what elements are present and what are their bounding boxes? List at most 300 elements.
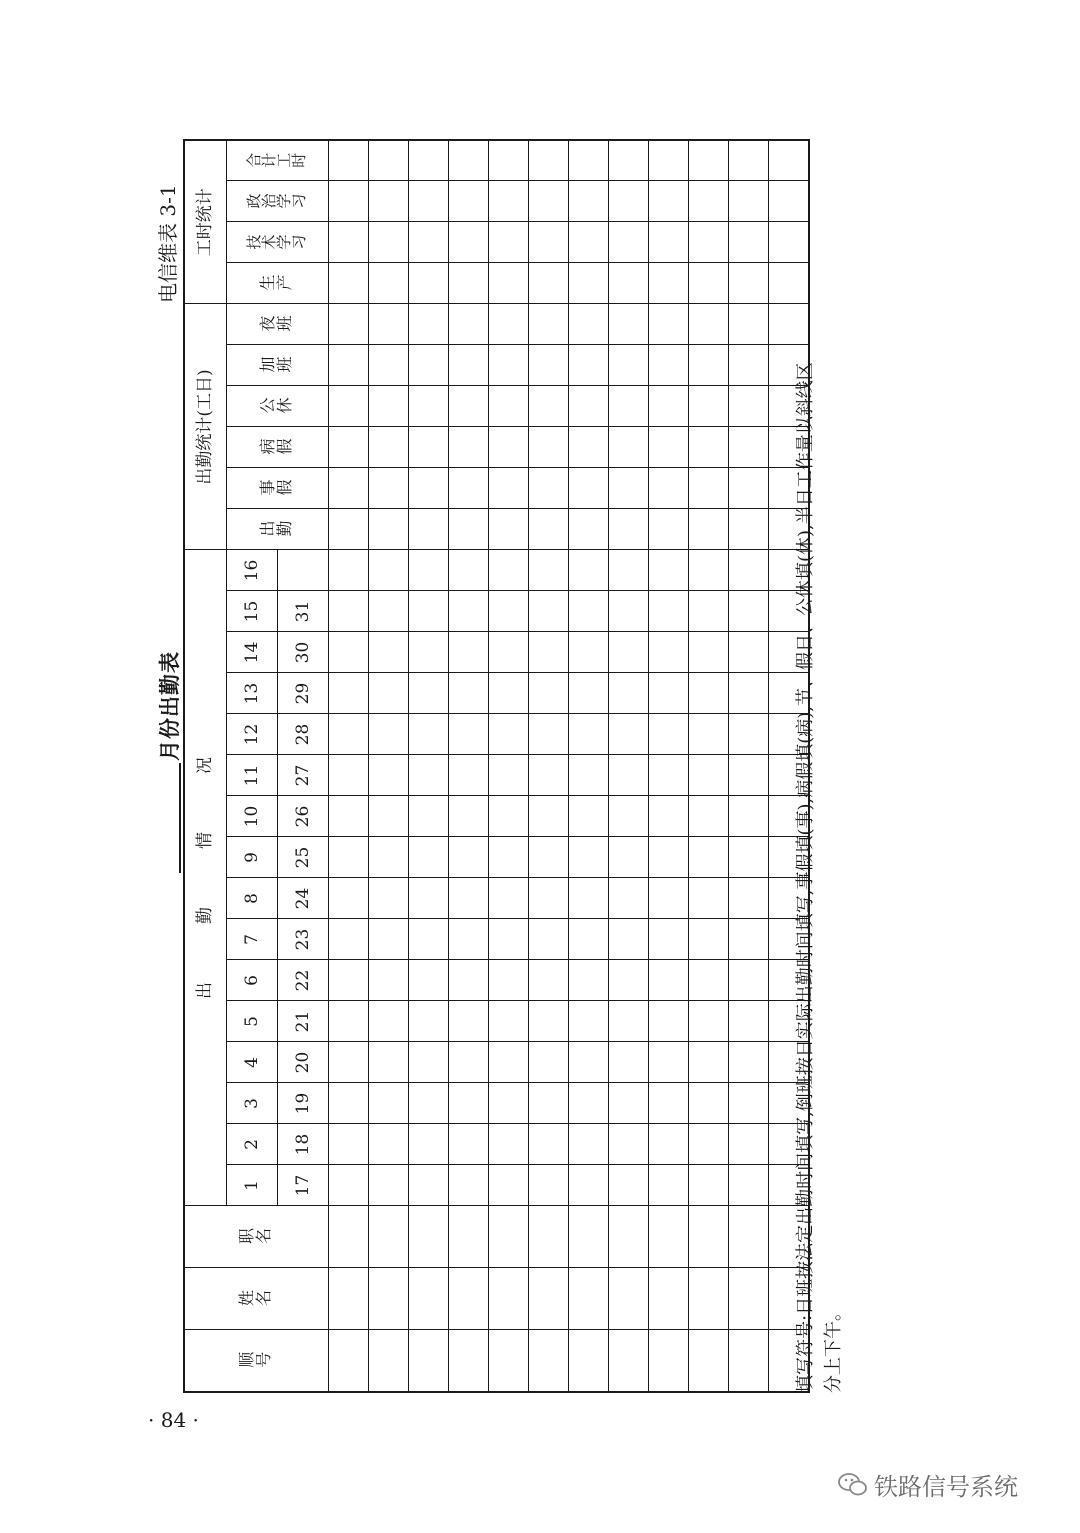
table-cell[interactable] bbox=[729, 1165, 769, 1206]
table-cell[interactable] bbox=[369, 427, 409, 468]
table-cell[interactable] bbox=[329, 140, 369, 181]
table-cell[interactable] bbox=[329, 1083, 369, 1124]
table-cell[interactable] bbox=[729, 673, 769, 714]
table-cell[interactable] bbox=[729, 837, 769, 878]
table-cell[interactable] bbox=[489, 1124, 529, 1165]
table-cell[interactable] bbox=[489, 796, 529, 837]
table-cell[interactable] bbox=[449, 1206, 489, 1268]
table-cell[interactable] bbox=[329, 468, 369, 509]
table-cell[interactable] bbox=[409, 1042, 449, 1083]
table-cell[interactable] bbox=[489, 1206, 529, 1268]
table-cell[interactable] bbox=[329, 222, 369, 263]
table-cell[interactable] bbox=[609, 632, 649, 673]
table-cell[interactable] bbox=[609, 960, 649, 1001]
table-cell[interactable] bbox=[409, 1268, 449, 1330]
table-cell[interactable] bbox=[529, 550, 569, 591]
table-cell[interactable] bbox=[329, 632, 369, 673]
table-cell[interactable] bbox=[329, 1268, 369, 1330]
table-cell[interactable] bbox=[409, 878, 449, 919]
table-cell[interactable] bbox=[369, 1268, 409, 1330]
table-cell[interactable] bbox=[689, 1083, 729, 1124]
table-cell[interactable] bbox=[529, 509, 569, 550]
table-cell[interactable] bbox=[729, 1001, 769, 1042]
table-cell[interactable] bbox=[649, 1268, 689, 1330]
table-cell[interactable] bbox=[569, 1083, 609, 1124]
table-cell[interactable] bbox=[449, 1124, 489, 1165]
table-cell[interactable] bbox=[569, 181, 609, 222]
table-cell[interactable] bbox=[689, 878, 729, 919]
table-cell[interactable] bbox=[489, 222, 529, 263]
table-cell[interactable] bbox=[449, 1268, 489, 1330]
table-cell[interactable] bbox=[729, 1330, 769, 1392]
table-cell[interactable] bbox=[489, 509, 529, 550]
table-cell[interactable] bbox=[369, 632, 409, 673]
table-cell[interactable] bbox=[729, 345, 769, 386]
table-cell[interactable] bbox=[649, 304, 689, 345]
table-cell[interactable] bbox=[689, 427, 729, 468]
table-cell[interactable] bbox=[689, 1206, 729, 1268]
table-cell[interactable] bbox=[529, 878, 569, 919]
table-cell[interactable] bbox=[369, 345, 409, 386]
table-cell[interactable] bbox=[529, 1206, 569, 1268]
table-cell[interactable] bbox=[609, 591, 649, 632]
table-cell[interactable] bbox=[569, 304, 609, 345]
table-cell[interactable] bbox=[489, 960, 529, 1001]
table-cell[interactable] bbox=[409, 714, 449, 755]
table-cell[interactable] bbox=[609, 386, 649, 427]
table-cell[interactable] bbox=[329, 960, 369, 1001]
table-cell[interactable] bbox=[689, 673, 729, 714]
table-cell[interactable] bbox=[369, 304, 409, 345]
table-cell[interactable] bbox=[649, 345, 689, 386]
table-cell[interactable] bbox=[649, 386, 689, 427]
table-cell[interactable] bbox=[609, 878, 649, 919]
table-cell[interactable] bbox=[489, 1001, 529, 1042]
table-cell[interactable] bbox=[689, 263, 729, 304]
table-cell[interactable] bbox=[729, 960, 769, 1001]
table-cell[interactable] bbox=[729, 181, 769, 222]
table-cell[interactable] bbox=[569, 386, 609, 427]
table-cell[interactable] bbox=[449, 263, 489, 304]
table-cell[interactable] bbox=[369, 673, 409, 714]
table-cell[interactable] bbox=[609, 1206, 649, 1268]
table-cell[interactable] bbox=[329, 755, 369, 796]
table-cell[interactable] bbox=[409, 1083, 449, 1124]
table-cell[interactable] bbox=[649, 427, 689, 468]
table-cell[interactable] bbox=[409, 140, 449, 181]
table-cell[interactable] bbox=[649, 714, 689, 755]
table-cell[interactable] bbox=[609, 1165, 649, 1206]
table-cell[interactable] bbox=[649, 222, 689, 263]
table-cell[interactable] bbox=[649, 550, 689, 591]
table-cell[interactable] bbox=[449, 591, 489, 632]
table-cell[interactable] bbox=[569, 1165, 609, 1206]
table-cell[interactable] bbox=[489, 919, 529, 960]
table-cell[interactable] bbox=[609, 427, 649, 468]
table-cell[interactable] bbox=[409, 673, 449, 714]
table-cell[interactable] bbox=[449, 919, 489, 960]
table-cell[interactable] bbox=[689, 304, 729, 345]
table-cell[interactable] bbox=[689, 181, 729, 222]
table-cell[interactable] bbox=[369, 837, 409, 878]
table-cell[interactable] bbox=[569, 1042, 609, 1083]
table-cell[interactable] bbox=[369, 1206, 409, 1268]
table-cell[interactable] bbox=[489, 673, 529, 714]
table-cell[interactable] bbox=[489, 1165, 529, 1206]
table-cell[interactable] bbox=[729, 1206, 769, 1268]
table-cell[interactable] bbox=[369, 960, 409, 1001]
table-cell[interactable] bbox=[369, 140, 409, 181]
table-cell[interactable] bbox=[729, 1042, 769, 1083]
table-cell[interactable] bbox=[369, 263, 409, 304]
table-cell[interactable] bbox=[409, 304, 449, 345]
table-cell[interactable] bbox=[449, 632, 489, 673]
table-cell[interactable] bbox=[729, 632, 769, 673]
table-cell[interactable] bbox=[369, 386, 409, 427]
table-cell[interactable] bbox=[529, 919, 569, 960]
table-cell[interactable] bbox=[409, 386, 449, 427]
table-cell[interactable] bbox=[529, 714, 569, 755]
table-cell[interactable] bbox=[329, 304, 369, 345]
table-cell[interactable] bbox=[409, 468, 449, 509]
table-cell[interactable] bbox=[449, 1083, 489, 1124]
table-cell[interactable] bbox=[569, 919, 609, 960]
table-cell[interactable] bbox=[569, 345, 609, 386]
table-cell[interactable] bbox=[449, 1042, 489, 1083]
table-cell[interactable] bbox=[689, 1124, 729, 1165]
table-cell[interactable] bbox=[729, 1083, 769, 1124]
table-cell[interactable] bbox=[729, 919, 769, 960]
table-cell[interactable] bbox=[569, 632, 609, 673]
table-cell[interactable] bbox=[609, 304, 649, 345]
table-cell[interactable] bbox=[729, 1124, 769, 1165]
table-cell[interactable] bbox=[569, 796, 609, 837]
table-cell[interactable] bbox=[729, 263, 769, 304]
table-cell[interactable] bbox=[729, 755, 769, 796]
table-cell[interactable] bbox=[689, 345, 729, 386]
table-cell[interactable] bbox=[649, 140, 689, 181]
table-cell[interactable] bbox=[689, 960, 729, 1001]
table-cell[interactable] bbox=[449, 796, 489, 837]
table-cell[interactable] bbox=[409, 181, 449, 222]
table-cell[interactable] bbox=[409, 591, 449, 632]
table-cell[interactable] bbox=[369, 1330, 409, 1392]
table-cell[interactable] bbox=[609, 468, 649, 509]
table-cell[interactable] bbox=[409, 263, 449, 304]
table-cell[interactable] bbox=[569, 673, 609, 714]
table-cell[interactable] bbox=[649, 591, 689, 632]
table-cell[interactable] bbox=[529, 304, 569, 345]
table-cell[interactable] bbox=[409, 632, 449, 673]
table-cell[interactable] bbox=[329, 1165, 369, 1206]
table-cell[interactable] bbox=[649, 837, 689, 878]
table-cell[interactable] bbox=[409, 1206, 449, 1268]
table-cell[interactable] bbox=[369, 550, 409, 591]
table-cell[interactable] bbox=[409, 509, 449, 550]
table-cell[interactable] bbox=[329, 1330, 369, 1392]
table-cell[interactable] bbox=[449, 550, 489, 591]
table-cell[interactable] bbox=[729, 140, 769, 181]
table-cell[interactable] bbox=[369, 796, 409, 837]
table-cell[interactable] bbox=[609, 1268, 649, 1330]
table-cell[interactable] bbox=[729, 1268, 769, 1330]
table-cell[interactable] bbox=[689, 591, 729, 632]
table-cell[interactable] bbox=[409, 345, 449, 386]
table-cell[interactable] bbox=[449, 1330, 489, 1392]
table-cell[interactable] bbox=[609, 714, 649, 755]
table-cell[interactable] bbox=[329, 345, 369, 386]
table-cell[interactable] bbox=[569, 550, 609, 591]
table-cell[interactable] bbox=[329, 714, 369, 755]
table-cell[interactable] bbox=[449, 345, 489, 386]
table-cell[interactable] bbox=[329, 919, 369, 960]
table-cell[interactable] bbox=[729, 714, 769, 755]
table-cell[interactable] bbox=[649, 1206, 689, 1268]
table-cell[interactable] bbox=[649, 509, 689, 550]
table-cell[interactable] bbox=[449, 304, 489, 345]
table-cell[interactable] bbox=[649, 878, 689, 919]
table-cell[interactable] bbox=[489, 1268, 529, 1330]
table-cell[interactable] bbox=[649, 1042, 689, 1083]
table-cell[interactable] bbox=[529, 837, 569, 878]
table-cell[interactable] bbox=[689, 1268, 729, 1330]
table-cell[interactable] bbox=[449, 427, 489, 468]
table-cell[interactable] bbox=[529, 796, 569, 837]
table-cell[interactable] bbox=[569, 263, 609, 304]
table-cell[interactable] bbox=[329, 263, 369, 304]
table-cell[interactable] bbox=[409, 1330, 449, 1392]
table-cell[interactable] bbox=[609, 509, 649, 550]
table-cell[interactable] bbox=[689, 509, 729, 550]
table-cell[interactable] bbox=[449, 468, 489, 509]
table-cell[interactable] bbox=[489, 1042, 529, 1083]
table-cell[interactable] bbox=[489, 263, 529, 304]
table-cell[interactable] bbox=[409, 1165, 449, 1206]
table-cell[interactable] bbox=[369, 1042, 409, 1083]
table-cell[interactable] bbox=[649, 263, 689, 304]
table-cell[interactable] bbox=[329, 1042, 369, 1083]
table-cell[interactable] bbox=[689, 550, 729, 591]
table-cell[interactable] bbox=[569, 837, 609, 878]
table-cell[interactable] bbox=[449, 509, 489, 550]
table-cell[interactable] bbox=[609, 550, 649, 591]
table-cell[interactable] bbox=[729, 591, 769, 632]
table-cell[interactable] bbox=[649, 796, 689, 837]
table-cell[interactable] bbox=[689, 1165, 729, 1206]
table-cell[interactable] bbox=[569, 1001, 609, 1042]
table-cell[interactable] bbox=[329, 1001, 369, 1042]
table-cell[interactable] bbox=[569, 591, 609, 632]
table-cell[interactable] bbox=[369, 1083, 409, 1124]
table-cell[interactable] bbox=[729, 878, 769, 919]
table-cell[interactable] bbox=[649, 919, 689, 960]
table-cell[interactable] bbox=[729, 550, 769, 591]
table-cell[interactable] bbox=[649, 1083, 689, 1124]
table-cell[interactable] bbox=[609, 345, 649, 386]
table-cell[interactable] bbox=[449, 878, 489, 919]
table-cell[interactable] bbox=[609, 919, 649, 960]
table-cell[interactable] bbox=[689, 222, 729, 263]
table-cell[interactable] bbox=[689, 1042, 729, 1083]
table-cell[interactable] bbox=[609, 181, 649, 222]
table-cell[interactable] bbox=[369, 755, 409, 796]
table-cell[interactable] bbox=[489, 755, 529, 796]
table-cell[interactable] bbox=[329, 878, 369, 919]
table-cell[interactable] bbox=[529, 1124, 569, 1165]
table-cell[interactable] bbox=[729, 427, 769, 468]
table-cell[interactable] bbox=[609, 1124, 649, 1165]
table-cell[interactable] bbox=[529, 181, 569, 222]
table-cell[interactable] bbox=[489, 427, 529, 468]
table-cell[interactable] bbox=[489, 878, 529, 919]
table-cell[interactable] bbox=[529, 1165, 569, 1206]
table-cell[interactable] bbox=[409, 837, 449, 878]
table-cell[interactable] bbox=[689, 714, 729, 755]
table-cell[interactable] bbox=[529, 427, 569, 468]
table-cell[interactable] bbox=[529, 673, 569, 714]
table-cell[interactable] bbox=[689, 837, 729, 878]
table-cell[interactable] bbox=[409, 1124, 449, 1165]
table-cell[interactable] bbox=[329, 796, 369, 837]
table-cell[interactable] bbox=[529, 345, 569, 386]
table-cell[interactable] bbox=[689, 1330, 729, 1392]
table-cell[interactable] bbox=[449, 755, 489, 796]
table-cell[interactable] bbox=[369, 181, 409, 222]
table-cell[interactable] bbox=[369, 878, 409, 919]
table-cell[interactable] bbox=[489, 386, 529, 427]
table-cell[interactable] bbox=[449, 837, 489, 878]
table-cell[interactable] bbox=[489, 468, 529, 509]
table-cell[interactable] bbox=[449, 222, 489, 263]
table-cell[interactable] bbox=[529, 1083, 569, 1124]
table-cell[interactable] bbox=[689, 468, 729, 509]
table-cell[interactable] bbox=[569, 509, 609, 550]
table-cell[interactable] bbox=[409, 919, 449, 960]
table-cell[interactable] bbox=[369, 1165, 409, 1206]
table-cell[interactable] bbox=[409, 427, 449, 468]
table-cell[interactable] bbox=[369, 468, 409, 509]
table-cell[interactable] bbox=[729, 796, 769, 837]
table-cell[interactable] bbox=[649, 1124, 689, 1165]
table-cell[interactable] bbox=[409, 960, 449, 1001]
table-cell[interactable] bbox=[409, 550, 449, 591]
table-cell[interactable] bbox=[449, 1165, 489, 1206]
table-cell[interactable] bbox=[609, 140, 649, 181]
table-cell[interactable] bbox=[329, 427, 369, 468]
table-cell[interactable] bbox=[609, 796, 649, 837]
table-cell[interactable] bbox=[369, 714, 409, 755]
table-cell[interactable] bbox=[649, 468, 689, 509]
table-cell[interactable] bbox=[649, 181, 689, 222]
table-cell[interactable] bbox=[489, 345, 529, 386]
table-cell[interactable] bbox=[609, 1042, 649, 1083]
table-cell[interactable] bbox=[569, 427, 609, 468]
table-cell[interactable] bbox=[489, 632, 529, 673]
table-cell[interactable] bbox=[409, 1001, 449, 1042]
table-cell[interactable] bbox=[689, 755, 729, 796]
table-cell[interactable] bbox=[729, 304, 769, 345]
table-cell[interactable] bbox=[489, 837, 529, 878]
table-cell[interactable] bbox=[529, 140, 569, 181]
table-cell[interactable] bbox=[529, 1042, 569, 1083]
table-cell[interactable] bbox=[369, 1001, 409, 1042]
table-cell[interactable] bbox=[529, 468, 569, 509]
table-cell[interactable] bbox=[369, 591, 409, 632]
table-cell[interactable] bbox=[689, 140, 729, 181]
table-cell[interactable] bbox=[369, 222, 409, 263]
table-cell[interactable] bbox=[329, 1206, 369, 1268]
table-cell[interactable] bbox=[449, 714, 489, 755]
table-cell[interactable] bbox=[609, 263, 649, 304]
table-cell[interactable] bbox=[489, 550, 529, 591]
table-cell[interactable] bbox=[529, 386, 569, 427]
table-cell[interactable] bbox=[489, 181, 529, 222]
table-cell[interactable] bbox=[489, 1083, 529, 1124]
table-cell[interactable] bbox=[689, 796, 729, 837]
table-cell[interactable] bbox=[569, 1330, 609, 1392]
table-cell[interactable] bbox=[569, 1206, 609, 1268]
table-cell[interactable] bbox=[609, 222, 649, 263]
table-cell[interactable] bbox=[729, 509, 769, 550]
table-cell[interactable] bbox=[609, 1001, 649, 1042]
table-cell[interactable] bbox=[529, 755, 569, 796]
table-cell[interactable] bbox=[449, 140, 489, 181]
table-cell[interactable] bbox=[609, 1083, 649, 1124]
table-cell[interactable] bbox=[609, 673, 649, 714]
table-cell[interactable] bbox=[729, 386, 769, 427]
table-cell[interactable] bbox=[569, 714, 609, 755]
table-cell[interactable] bbox=[489, 1330, 529, 1392]
table-cell[interactable] bbox=[609, 1330, 649, 1392]
table-cell[interactable] bbox=[609, 755, 649, 796]
table-cell[interactable] bbox=[409, 222, 449, 263]
table-cell[interactable] bbox=[729, 468, 769, 509]
table-cell[interactable] bbox=[689, 632, 729, 673]
table-cell[interactable] bbox=[569, 222, 609, 263]
table-cell[interactable] bbox=[409, 796, 449, 837]
table-cell[interactable] bbox=[649, 960, 689, 1001]
table-cell[interactable] bbox=[329, 181, 369, 222]
table-cell[interactable] bbox=[449, 960, 489, 1001]
table-cell[interactable] bbox=[329, 386, 369, 427]
table-cell[interactable] bbox=[449, 1001, 489, 1042]
table-cell[interactable] bbox=[409, 755, 449, 796]
table-cell[interactable] bbox=[649, 755, 689, 796]
table-cell[interactable] bbox=[649, 673, 689, 714]
table-cell[interactable] bbox=[329, 591, 369, 632]
table-cell[interactable] bbox=[569, 878, 609, 919]
table-cell[interactable] bbox=[729, 222, 769, 263]
table-cell[interactable] bbox=[529, 591, 569, 632]
table-cell[interactable] bbox=[689, 386, 729, 427]
table-cell[interactable] bbox=[569, 140, 609, 181]
table-cell[interactable] bbox=[689, 919, 729, 960]
table-cell[interactable] bbox=[529, 1001, 569, 1042]
table-cell[interactable] bbox=[489, 714, 529, 755]
table-cell[interactable] bbox=[329, 550, 369, 591]
table-cell[interactable] bbox=[649, 632, 689, 673]
table-cell[interactable] bbox=[329, 837, 369, 878]
table-cell[interactable] bbox=[449, 386, 489, 427]
table-cell[interactable] bbox=[609, 837, 649, 878]
table-cell[interactable] bbox=[329, 509, 369, 550]
table-cell[interactable] bbox=[649, 1330, 689, 1392]
table-cell[interactable] bbox=[569, 960, 609, 1001]
table-cell[interactable] bbox=[649, 1001, 689, 1042]
table-cell[interactable] bbox=[449, 181, 489, 222]
table-cell[interactable] bbox=[649, 1165, 689, 1206]
table-cell[interactable] bbox=[369, 509, 409, 550]
